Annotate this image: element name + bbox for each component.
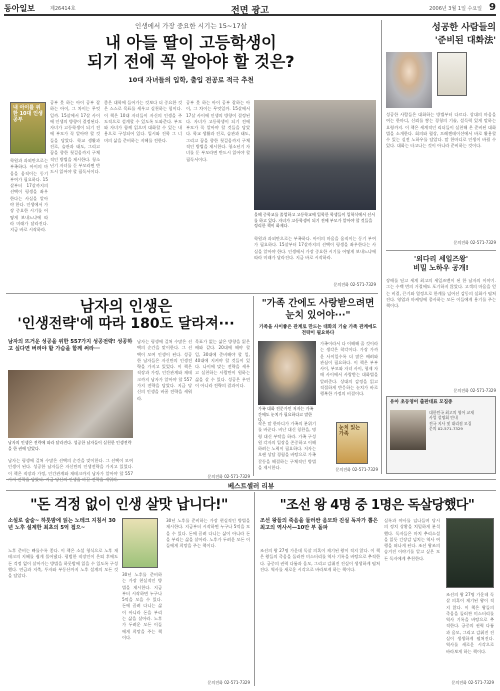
ad-title: 유아 초등영어 출판대표 모집중	[390, 400, 453, 405]
side-divider	[386, 250, 496, 251]
mid-photo-caption: 남자의 인생은 전략에 따라 달라진다. 성공한 남자들이 실천한 인생전략을 한 권에 담았다.	[8, 440, 132, 451]
article-body-col0	[10, 158, 48, 290]
mid-right-headline-line1: "가족 간에도 사랑받으려면	[261, 298, 375, 309]
mid-body-col0	[8, 458, 133, 476]
bottom-right-headline: "조선 왕 4명 중 1명은 독살당했다"	[279, 498, 475, 513]
mid-right-headline-line2: 눈치 있어야···"	[285, 310, 351, 321]
side2-byline: 문의전화 02-571-7329	[453, 388, 496, 393]
newspaper-logo: 동아일보	[4, 4, 35, 13]
ad-line: 문의 02-571-7329	[429, 426, 463, 431]
book-cover-title: 내 아이를 위한 10대 인생 공부	[13, 105, 43, 123]
article-subheadline: 10대 자녀들의 입학, 출입 전공로 적극 추천	[128, 76, 254, 84]
desk-photo	[8, 370, 133, 438]
body-paragraph: 공부 못 하는 아이 공부 잘하는 아이, 그 차이는 무엇일까. 15살에서 17살 사이에 인생의 방향이 결정된다. 자녀가 고등학생이 되기 전에 부모가 꼭 알아야 할 것들을 담았다. 학교 생활과 진로, 습관과 태도, 그리고 꿈을 향한 첫걸음까지 구체적인 방법을 제시한다. 청소년기 자녀를 둔 부모라면 반드시 읽어야 할 필독서이다.	[50, 100, 100, 175]
author-photo	[258, 341, 316, 405]
mid-lead: 남자의 뜨거운 성공을 위한 557가지 성공전략! 성공하고 싶다면 버려야 할 가슴을 함께 써라···	[8, 339, 133, 352]
mid-headline-line2: '인생전략'에 따라 180도 달라져···	[17, 316, 235, 332]
body-paragraph: 목표가 없는 삶은 방향을 잃은 배와 같다. 20대에 해야 할 일, 30대에 준비해야 할 일, 40대에 지켜야 할 것들이 있다. 나이에 맞는 전략을 세우고 실천하는 사람만이 원하는 삶을 살 수 있다. 성공은 우연이 아니라 전략의 결과이다.	[195, 339, 250, 389]
mid-byline: 문의전화 02-571-7329	[207, 474, 250, 479]
body-paragraph: 남자는 평생에 걸쳐 수많은 선택의 순간을 맞이한다. 그 선택이 모여 인생이 된다. 성공한 남자들은 자신만의 인생전략을 가지고 있었다. 이 책은 직장과 가정, 인간관계와 재테크까지 남자가 알아야 할 557가지 전략을 담았다. 지금 당신의 인생을 바꿀 전략을 세워라.	[137, 339, 192, 401]
ad-line: 대한민국 최고의 영어 교재	[429, 409, 475, 415]
side-body	[386, 112, 496, 240]
issue-date: 2006년 3월 1일 수요일	[429, 6, 482, 12]
article-headline-line1: 내 아들 딸이 고등학생이	[105, 33, 277, 52]
side-byline: 문의전화 02-571-7329	[453, 240, 496, 245]
section-divider	[6, 479, 496, 480]
mid-headline-line1: 남자의 인생은	[79, 297, 173, 315]
article-byline: 문의전화 02-571-7329	[333, 282, 376, 287]
students-photo	[254, 100, 376, 210]
bottom-left-headline: "돈 걱정 없이 인생 살맛 납니다!"	[30, 497, 228, 513]
top-right-article	[386, 22, 496, 48]
side-headline-line1: 성공한 사람들의	[432, 23, 496, 33]
bestseller-bar: 베스트셀러 리뷰	[227, 482, 275, 490]
side-ad-box	[386, 396, 496, 474]
ad-photo	[390, 410, 426, 450]
bottom-right-byline: 문의전화 02-571-7329	[451, 680, 494, 685]
author-photo	[386, 52, 432, 108]
bottom-left-byline: 문의전화 02-571-7329	[207, 680, 250, 685]
article-body-col2	[104, 100, 182, 290]
side2-headline-line2: 비밀 노하우 공개!	[413, 264, 469, 272]
body-paragraph: 장애를 딛고 세계 최고의 세일즈맨이 된 한 남자의 이야기. 그는 수백 번의 거절에도 포기하지 않았다. 고객의 마음을 얻는 비결, 끈기와 열정으로 한계를 넘어선 감동의 실화가 펼쳐진다. 영업과 마케팅에 종사하는 모든 이들에게 용기를 주는 책이다.	[386, 278, 496, 309]
page-number: 9	[489, 2, 496, 13]
body-paragraph: 좋은 대학에 들어가는 것보다 더 중요한 것은 스스로 목표를 세우고 실천하는 힘이다. 이 책은 10대 자녀들이 자신의 인생을 주도적으로 설계할 수 있도록 도와준다. 부모와 자녀가 함께 읽으며 대화할 수 있는 내용으로 구성되어 있다. 입시와 진학 그 너머의 삶을 준비하는 지혜를 전한다.	[104, 100, 182, 143]
bottom-right-lead: 조선 왕들의 죽음을 둘러싼 음모와 진실 독자가 뽑은 최고의 역사서—10만 부 돌파	[260, 518, 378, 531]
article-headline-line2: 되기 전에 꼭 알아야 할 것은?	[87, 52, 295, 71]
body-paragraph: 조선의 왕 27명 가운데 독살 의혹이 제기된 왕이 적지 않다. 이 책은 왕들의 죽음을 둘러싼 미스터리를 역사 기록을 바탕으로 추적한다. 궁중의 권력 다툼과 음모, 그리고 감춰진 진실이 생생하게 펼쳐진다. 역사를 새로운 시각으로 바라보게 하는 책이다.	[446, 592, 494, 654]
article-body-col3	[186, 100, 250, 290]
body-paragraph: 공부 못 하는 아이 공부 잘하는 아이, 그 차이는 무엇일까. 15살에서 17살 사이에 인생의 방향이 결정된다. 자녀가 고등학생이 되기 전에 부모가 꼭 알아야 할 것들을 담았다. 학교 생활과 진로, 습관과 태도, 그리고 꿈을 향한 첫걸음까지 구체적인 방법을 제시한다. 청소년기 자녀를 둔 부모라면 반드시 읽어야 할 필독서이다.	[186, 100, 250, 162]
column-divider	[253, 296, 254, 476]
book-cover	[446, 518, 494, 588]
bottom-right-body-col0	[260, 548, 380, 682]
column-divider	[381, 20, 382, 474]
mid-right-body-col1	[320, 341, 378, 419]
body-paragraph: 실록과 야사를 넘나들며 당시의 정치 상황을 치밀하게 분석했다. 독자들은 마치 추리소설을 읽듯 긴장감 넘치는 역사 여행을 떠나게 된다. 조선 왕조의 숨겨진 이야기를 알고 싶은 모든 독자에게 추천한다.	[384, 518, 440, 561]
issue-number: 제26414호	[50, 6, 76, 12]
bottom-left-body-col2	[166, 518, 250, 678]
side2-body	[386, 278, 496, 388]
article-body-col4	[254, 236, 376, 280]
book-cover	[10, 102, 46, 154]
side2-headline-line1: '외다리 세일즈왕'	[413, 255, 469, 263]
body-paragraph: 가족이라서 다 이해해 줄 것이라는 생각은 착각이다. 가장 가까운 사이일수록 더 많은 배려와 관심이 필요하다. 이 책은 부부 사이, 부모와 자녀 사이, 형제 자매 사이에서 사랑받는 대화법을 알려준다. 상대의 감정을 읽고 적절하게 반응하는 눈치가 바로 행복한 가정의 비결이다.	[320, 341, 378, 397]
body-paragraph: 학원과 과외만으로는 부족하다. 아이의 마음을 움직이는 동기 부여가 필요하다. 15살부터 17살까지의 선택이 평생을 좌우한다는 사실을 알아야 한다. 인생에서 가장 중요한 시기를 어떻게 보내느냐에 따라 미래가 달라진다. 지금 바로 시작하라.	[10, 158, 48, 233]
mid-body-col2	[195, 339, 250, 473]
ad-line: 전국 지사 및 대리점 모집	[429, 420, 472, 426]
bottom-right-body-col1	[384, 518, 440, 682]
body-paragraph: 작은 말 한마디가 가족의 분위기를 바꾼다. 비난 대신 칭찬을, 명령 대신 부탁을 하라. 가족 구성원 각자의 입장을 존중하고 이해하려는 노력이 필요하다. 저자는 오랜 상담 경험을 바탕으로 가족 갈등을 해결하는 구체적인 방법을 제시한다.	[258, 421, 316, 471]
section-divider	[6, 490, 496, 491]
bottom-left-lead: 소설로 술술~ 하룻밤에 읽는 노테크 지침서 30년 노후 설계한 최초의 5억 접으~	[8, 518, 116, 531]
body-paragraph: 30년 노후를 준비하는 가장 현실적인 방법을 제시한다. 지금부터 시작하면 누구나 5억을 모을 수 있다. 돈에 끌려 다니는 삶이 아니라 돈을 부리는 삶을 살아라. 노후가 두려운 모든 이들에게 희망을 주는 책이다.	[166, 518, 250, 549]
column-divider	[254, 492, 255, 686]
side-article-2	[386, 255, 496, 273]
photo-caption: 올해 중학교를 졸업하고 고등학교에 입학한 학생들이 입학식에서 선서를 하고 있다. 자녀가 고등학생이 되기 전에 부모가 알아야 할 것들을 정리한 책이 화제다.	[254, 212, 375, 228]
bottom-right-body-col2	[446, 592, 494, 678]
section-title: 전면 광고	[231, 6, 269, 16]
bottom-left-body-col0	[8, 548, 118, 682]
mid-right-sub: 가족을 사이좋은 관계로 만드는 대화의 기술 가족 관계에도 전략이 필요하다	[259, 325, 377, 336]
body-paragraph: 남자는 평생에 걸쳐 수많은 선택의 순간을 맞이한다. 그 선택이 모여 인생이 된다. 성공한 남자들은 자신만의 인생전략을 가지고 있었다. 이 책은 직장과 가정, 인간관계와 재테크까지 남자가 알아야 할 557	[8, 458, 133, 476]
mid-right-byline: 문의전화 02-571-7329	[335, 467, 378, 472]
section-divider	[6, 293, 378, 294]
book-cover-title: 눈치 있는 가족	[339, 425, 361, 437]
body-paragraph: 노후 준비는 빠를수록 좋다. 이 책은 소설 형식으로 노후 재테크의 지혜를 쉽게 풀어냈다. 평범한 직장인이 은퇴 후에도 돈 걱정 없이 살아가는 방법을 하룻밤에 읽을 수 있도록 구성했다. 연금과 저축, 투자와 부동산까지 노후 설계의 모든 것을 담았다.	[8, 548, 118, 579]
book-cover	[437, 52, 467, 96]
article-body-col1	[50, 100, 100, 290]
body-paragraph: 성공한 사람들은 대화하는 방법부터 다르다. 상대의 마음을 여는 한마디, 신뢰를 쌓는 경청의 기술, 설득력 있게 말하는 요령까지. 이 책은 세계적인 리더들이 실천해 온 준비된 대화법을 소개한다. 회의와 협상, 프레젠테이션에서 바로 활용할 수 있는 실전 노하우를 담았다. 말 한마디로 인생이 바뀔 수 있다. 대화는 타고나는 것이 아니라 준비하는 것이다.	[386, 112, 496, 149]
ad-line: 사업 설명회 안내	[429, 415, 458, 420]
mid-left-article	[6, 297, 246, 333]
mid-right-body-col0	[258, 421, 316, 473]
side-headline-line2: '준비된 대화法'	[434, 36, 496, 46]
book-cover	[336, 422, 368, 464]
article-kicker: 인생에서 가장 중요한 시기는 15~17살	[135, 22, 247, 30]
bottom-left-body-col1	[122, 572, 162, 682]
masthead	[4, 2, 496, 16]
body-paragraph: 조선의 왕 27명 가운데 독살 의혹이 제기된 왕이 적지 않다. 이 책은 왕들의 죽음을 둘러싼 미스터리를 역사 기록을 바탕으로 추적한다. 궁중의 권력 다툼과 음모, 그리고 감춰진 진실이 생생하게 펼쳐진다. 역사를 새로운 시각으로 바라보게 하는 책이다.	[260, 548, 380, 572]
book-cover	[122, 518, 158, 568]
mid-right-article	[258, 298, 378, 337]
mid-body-col1	[137, 339, 192, 473]
body-paragraph: 30년 노후를 준비하는 가장 현실적인 방법을 제시한다. 지금부터 시작하면 누구나 5억을 모을 수 있다. 돈에 끌려 다니는 삶이 아니라 돈을 부리는 삶을 살아라. 노후가 두려운 모든 이들에게 희망을 주는 책이다.	[122, 572, 162, 640]
mid-right-caption: 가족 대화 전문가인 저자는 가족 간에도 눈치가 필요하다고 말한다.	[258, 406, 314, 422]
body-paragraph: 학원과 과외만으로는 부족하다. 아이의 마음을 움직이는 동기 부여가 필요하다. 15살부터 17살까지의 선택이 평생을 좌우한다는 사실을 알아야 한다. 인생에서 가장 중요한 시기를 어떻게 보내느냐에 따라 미래가 달라진다. 지금 바로 시작하라.	[254, 236, 376, 260]
